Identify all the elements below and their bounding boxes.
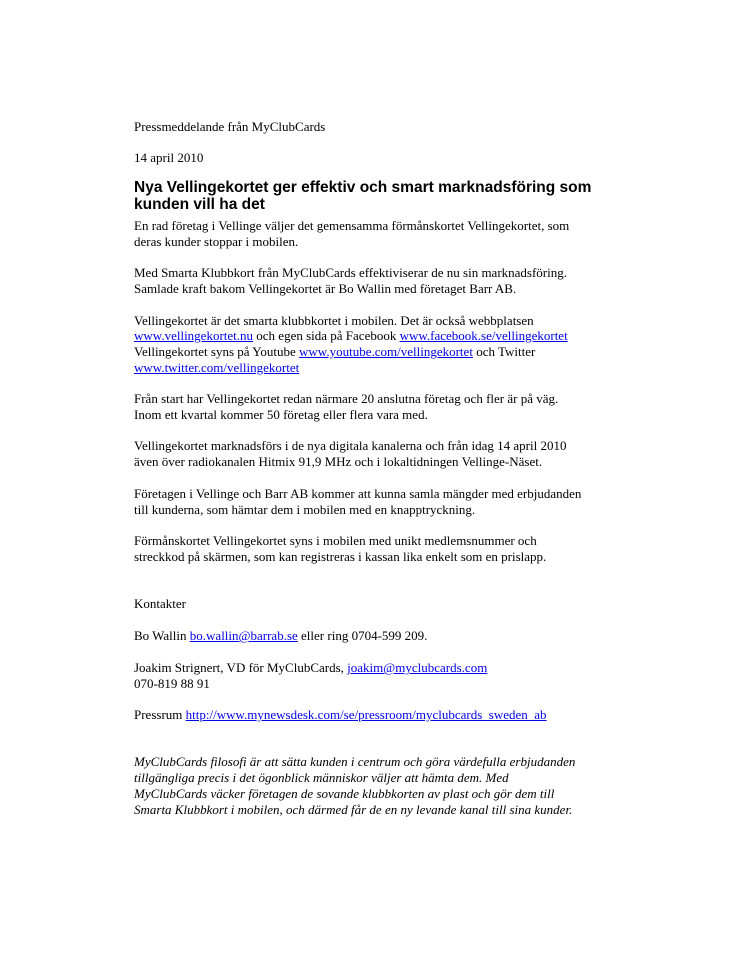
paragraph-1-line-2: deras kunder stoppar i mobilen. [134, 234, 299, 249]
paragraph-3-line-1: Vellingekortet är det smarta klubbkortet i mobilen. Det är också webbplatsen [134, 313, 534, 328]
bo-phone: eller ring 0704-599 209. [297, 628, 428, 643]
contact-joakim [134, 660, 487, 676]
about-line-4: Smarta Klubbkort i mobilen, och därmed får de en ny levande kanal till sina kunder. [134, 802, 573, 817]
paragraph-6-line-2: till kunderna, som hämtar dem i mobilen med en knapptryckning. [134, 502, 476, 517]
joakim-phone: 070-819 88 91 [134, 676, 210, 691]
joakim-email-link[interactable]: joakim@myclubcards.com [347, 660, 488, 675]
paragraph-5-line-2: även över radiokanalen Hitmix 91,9 MHz och i lokaltidningen Vellinge-Näset. [134, 454, 543, 469]
paragraph-4-line-2: Inom ett kvartal kommer 50 företag eller flera vara med. [134, 407, 428, 422]
paragraph-2-line-2: Samlade kraft bakom Vellingekortet är Bo Wallin med företaget Barr AB. [134, 281, 517, 296]
joakim-text: Joakim Strignert, VD för MyClubCards, [134, 660, 348, 675]
facebook-text: och egen sida på Facebook [253, 328, 400, 343]
contact-bo-wallin [134, 628, 427, 644]
youtube-link[interactable]: www.youtube.com/vellingekortet [299, 344, 473, 359]
paragraph-7-line-1: Förmånskortet Vellingekortet syns i mobilen med unikt medlemsnummer och [134, 533, 537, 548]
about-line-2: tillgängliga precis i det ögonblick människor väljer att hämta dem. Med [134, 770, 509, 785]
youtube-text: Vellingekortet syns på Youtube [134, 344, 300, 359]
pressroom-link[interactable]: http://www.mynewsdesk.com/se/pressroom/myclubcards_sweden_ab [185, 707, 547, 722]
paragraph-2-line-1: Med Smarta Klubbkort från MyClubCards effektiviserar de nu sin marknadsföring. [134, 265, 567, 280]
paragraph-6-line-1: Företagen i Vellinge och Barr AB kommer att kunna samla mängder med erbjudanden [134, 486, 582, 501]
paragraph-3-line-2 [134, 328, 568, 344]
twitter-text: och Twitter [472, 344, 536, 359]
about-line-3: MyClubCards väcker företagen de sovande klubbkorten av plast och gör dem till [134, 786, 555, 801]
headline-line-2: kunden vill ha det [134, 196, 265, 213]
bo-email-link[interactable]: bo.wallin@barrab.se [189, 628, 298, 643]
paragraph-1-line-1: En rad företag i Vellinge väljer det gemensamma förmånskortet Vellingekortet, som [134, 218, 570, 233]
contacts-heading: Kontakter [134, 596, 186, 611]
about-line-1: MyClubCards filosofi är att sätta kunden i centrum och göra värdefulla erbjudanden [134, 754, 576, 769]
sender-line: Pressmeddelande från MyClubCards [134, 119, 326, 134]
website-link[interactable]: www.vellingekortet.nu [134, 328, 254, 343]
facebook-link[interactable]: www.facebook.se/vellingekortet [399, 328, 568, 343]
bo-name: Bo Wallin [134, 628, 190, 643]
pressroom-line [134, 707, 547, 723]
paragraph-3-line-3 [134, 344, 535, 360]
twitter-link[interactable]: www.twitter.com/vellingekortet [134, 360, 300, 375]
paragraph-7-line-2: streckkod på skärmen, som kan registreras i kassan lika enkelt som en prislapp. [134, 549, 547, 564]
headline-line-1: Nya Vellingekortet ger effektiv och smart marknadsföring som [134, 179, 592, 196]
paragraph-3-line-4 [134, 360, 299, 376]
paragraph-4-line-1: Från start har Vellingekortet redan närmare 20 anslutna företag och fler är på väg. [134, 391, 559, 406]
pressroom-label: Pressrum [134, 707, 186, 722]
release-date: 14 april 2010 [134, 150, 204, 165]
paragraph-5-line-1: Vellingekortet marknadsförs i de nya digitala kanalerna och från idag 14 april 2010 [134, 438, 567, 453]
